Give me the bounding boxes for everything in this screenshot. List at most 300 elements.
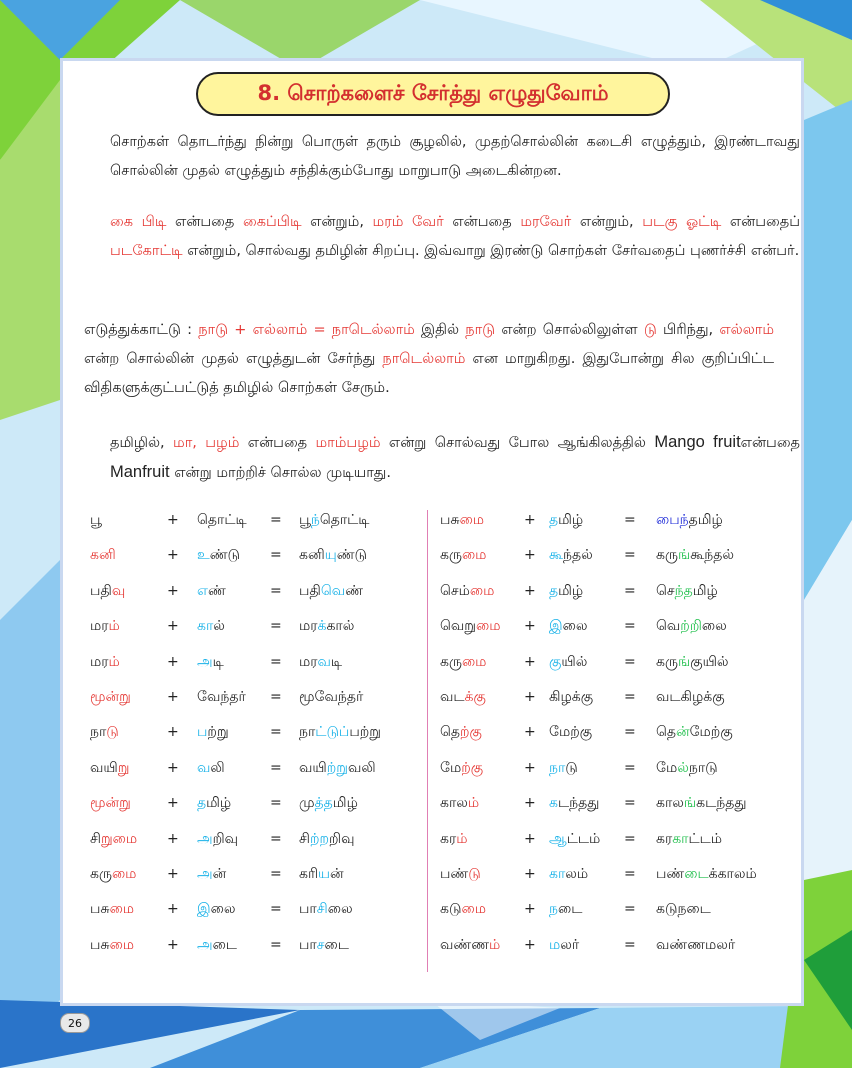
right-result-part: ங் <box>677 653 691 670</box>
equals-sign <box>624 760 636 776</box>
right-result-part: ங் <box>683 795 697 812</box>
left-result-part: தொட்டி <box>319 512 370 528</box>
right-result-part: ங் <box>677 547 691 564</box>
right-result-part: கடந்தது <box>696 795 747 812</box>
left-result <box>299 547 367 565</box>
equals-sign <box>270 689 282 705</box>
right-word1-part: மே <box>440 759 462 776</box>
equals-sign <box>624 866 636 882</box>
right-word1 <box>440 618 501 636</box>
left-result-part: வ <box>317 653 331 670</box>
intro-paragraph: சொற்கள் தொடர்ந்து நின்று பொருள் தரும் சூழலில், முதற்சொல்லின் கடைசி எழுத்தும், இரண்டாவது சொல்லின் முதல் எழுத்தும் சந்திக்கும்போது மாறுபாடு அடைகின்றன. <box>110 134 800 179</box>
equals-sign-part: = <box>624 689 636 705</box>
right-word1-part: மை <box>476 618 501 635</box>
left-word1 <box>90 866 136 884</box>
phrase: கை பிடி <box>110 214 167 230</box>
left-result-part: றிவு <box>329 830 355 847</box>
equals-sign <box>270 618 282 634</box>
left-word1-part: ம் <box>108 653 120 670</box>
right-result-part: கால <box>656 795 684 812</box>
english-comparison-paragraph <box>84 428 800 488</box>
right-word1-part: வட <box>440 689 465 705</box>
table-divider <box>427 510 428 972</box>
left-word2-part: ப <box>197 724 208 741</box>
example-explanation-paragraph <box>84 316 774 403</box>
equals-sign <box>270 795 282 811</box>
right-word2-part: மிழ் <box>558 582 584 599</box>
plus-sign-part: + <box>167 795 179 812</box>
plus-sign <box>167 547 179 563</box>
right-word2 <box>549 583 583 601</box>
left-word2-part: வேந்தர் <box>197 689 246 705</box>
right-word2-part: கா <box>549 866 566 882</box>
left-result-part: லை <box>327 901 353 918</box>
left-word2-part: அ <box>197 866 213 882</box>
right-word2 <box>549 724 592 742</box>
left-result-part: க் <box>317 618 327 635</box>
right-word2-part: லர் <box>560 936 580 953</box>
left-word2-part: லி <box>210 759 225 776</box>
right-result <box>656 831 722 849</box>
right-result-part: ற்றி <box>680 618 702 635</box>
equals-sign <box>624 689 636 705</box>
right-result-part: குயில் <box>690 653 729 670</box>
left-result <box>299 831 354 849</box>
left-word2-part: இ <box>197 901 211 918</box>
right-result <box>656 866 757 884</box>
right-result <box>656 654 729 672</box>
right-word2-part: மேற்கு <box>549 724 593 741</box>
left-result-part: பற்று <box>349 724 382 741</box>
plus-sign <box>167 901 179 917</box>
right-word2 <box>549 654 587 672</box>
plus-sign-part: + <box>167 582 179 599</box>
phrase: படகோட்டி <box>110 243 183 259</box>
left-word1 <box>90 795 131 813</box>
right-word1-part: கால <box>440 795 468 812</box>
equals-sign-part: = <box>270 547 282 564</box>
equals-sign <box>624 937 636 953</box>
left-result-part: மிழ் <box>332 795 358 812</box>
equals-sign-part: = <box>624 653 636 670</box>
plus-sign <box>167 760 179 776</box>
left-word2-part: ல் <box>213 618 225 635</box>
english-phrase: Manfruit <box>110 463 170 481</box>
right-word1-part: க்கு <box>464 689 486 705</box>
plus-sign-part: + <box>167 759 179 776</box>
right-word1-part: மை <box>461 547 487 564</box>
left-word2-part: கா <box>197 618 214 635</box>
right-word2-part: லை <box>562 618 588 635</box>
equals-sign <box>270 901 282 917</box>
right-result-part: லை <box>701 618 727 635</box>
equals-sign-part: = <box>624 795 636 812</box>
left-word1-part: வயி <box>90 759 118 776</box>
right-word1-part: பண் <box>440 866 469 882</box>
right-word2-part: ட்டம் <box>566 830 601 847</box>
text: பிரிந்து, <box>656 322 720 338</box>
equals-sign-part: = <box>270 512 282 528</box>
right-word1-part: ம் <box>456 830 468 847</box>
text: என்பதை <box>740 435 800 451</box>
left-word2-part: அ <box>197 936 213 953</box>
left-word2-part: லை <box>210 901 236 918</box>
left-word2-part: உ <box>197 547 210 564</box>
left-result <box>299 866 344 884</box>
right-result-part: வெ <box>656 618 681 635</box>
right-word1-part: மை <box>461 653 487 670</box>
left-result <box>299 901 353 919</box>
plus-sign-part: + <box>167 901 179 918</box>
left-word1-part: மூன்று <box>90 689 131 705</box>
left-word2-part: றிவு <box>212 830 239 847</box>
left-result-part: மர <box>299 653 318 670</box>
phrase: டு <box>643 322 657 338</box>
right-word1-part: மை <box>461 901 486 918</box>
right-word2-part: டு <box>565 759 578 776</box>
equals-sign <box>270 583 282 599</box>
phrase: மரவேர் <box>520 214 572 230</box>
right-result-part: கர <box>656 830 673 847</box>
left-result-part: வெ <box>320 582 346 599</box>
left-word1-part: மை <box>111 866 137 882</box>
plus-sign <box>524 866 536 882</box>
plus-sign-part: + <box>167 653 179 670</box>
right-result-part: ன் <box>676 724 690 741</box>
equals-sign-part: = <box>624 901 636 918</box>
text: என்று மாற்றிச் சொல்ல முடியாது. <box>169 465 391 481</box>
plus-sign <box>167 512 179 528</box>
equals-sign <box>270 654 282 670</box>
left-result-part: ய <box>318 866 331 882</box>
right-result-part: ல் <box>677 759 689 776</box>
plus-sign <box>167 583 179 599</box>
right-result-part: கரு <box>656 653 678 670</box>
right-word2 <box>549 901 582 919</box>
equals-sign-part: = <box>270 724 282 741</box>
left-result-part: பதி <box>299 582 321 599</box>
text: என்றும், சொல்வது தமிழின் சிறப்பு. இவ்வாறு இரண்டு சொற்கள் சேர்வதைப் புணர்ச்சி என்பர். <box>182 243 800 259</box>
equals-sign-part: = <box>624 618 636 635</box>
plus-sign-part: + <box>524 795 536 812</box>
left-word1-part: நா <box>90 724 107 741</box>
left-word1-part: பசு <box>90 936 110 953</box>
right-word1-part: கடு <box>440 901 462 918</box>
right-result-part: தமிழ் <box>688 512 723 528</box>
right-word2 <box>549 831 600 849</box>
lesson-title: 8. சொற்களைச் சேர்த்து எழுதுவோம் <box>196 72 670 116</box>
right-word2 <box>549 547 593 565</box>
right-result <box>656 583 718 601</box>
right-word2-part: நா <box>549 759 566 776</box>
left-word2 <box>197 866 226 884</box>
phrase: எல்லாம் <box>719 322 774 338</box>
equals-sign-part: = <box>270 901 282 918</box>
plus-sign-part: + <box>167 547 179 564</box>
right-word1 <box>440 689 486 707</box>
left-word2-part: வ <box>197 759 211 776</box>
left-word2 <box>197 937 237 955</box>
plus-sign-part: + <box>524 901 536 918</box>
plus-sign-part: + <box>524 724 536 741</box>
right-result-part: பைந் <box>656 512 689 528</box>
left-word2-part: ண்டு <box>209 547 241 564</box>
left-result <box>299 760 376 778</box>
left-result-part: கால் <box>326 618 355 635</box>
left-word2 <box>197 654 224 672</box>
equals-sign <box>624 547 636 563</box>
equals-sign-part: = <box>270 689 282 705</box>
phrase: கைப்பிடி <box>242 214 302 230</box>
left-result-part: சி <box>299 830 310 847</box>
plus-sign <box>524 654 536 670</box>
left-word2 <box>197 760 225 778</box>
equals-sign <box>270 512 282 528</box>
right-word1-part: ம் <box>467 795 480 812</box>
plus-sign-part: + <box>524 759 536 776</box>
left-word2-part: தொட்டி <box>197 512 247 528</box>
left-word2 <box>197 795 231 813</box>
right-result-part: பண் <box>656 866 685 882</box>
right-word2-part: டை <box>557 901 583 918</box>
left-word2-part: ன் <box>212 866 227 882</box>
right-word1-part: ற்கு <box>460 724 482 741</box>
text: என்பதை <box>166 214 243 230</box>
plus-sign-part: + <box>524 866 536 882</box>
left-word2 <box>197 547 240 565</box>
equals-sign-part: = <box>624 724 636 741</box>
left-word1-part: ம் <box>108 618 120 635</box>
right-word1-part: தெ <box>440 724 461 741</box>
right-word2-part: கிழக்கு <box>549 689 594 705</box>
left-word1 <box>90 547 116 565</box>
equals-sign <box>624 654 636 670</box>
plus-sign <box>167 618 179 634</box>
plus-sign-part: + <box>524 830 536 847</box>
plus-sign-part: + <box>524 547 536 564</box>
plus-sign-part: + <box>524 689 536 705</box>
left-result <box>299 724 381 742</box>
equals-sign <box>270 831 282 847</box>
left-result <box>299 583 363 601</box>
text: என்று சொல்வது போல ஆங்கிலத்தில் <box>380 435 655 451</box>
right-word2-part: ந <box>549 901 558 918</box>
text: என்ற சொல்லிலுள்ள <box>495 322 644 338</box>
right-word1 <box>440 547 486 565</box>
right-result-part: கூந்தல் <box>690 547 734 564</box>
left-result-part: பூ <box>299 512 311 528</box>
plus-sign <box>524 937 536 953</box>
equals-sign <box>624 724 636 740</box>
right-word2-part: ந்தல் <box>563 547 593 564</box>
right-word1 <box>440 937 500 955</box>
plus-sign-part: + <box>167 618 179 635</box>
plus-sign <box>167 866 179 882</box>
left-result <box>299 937 349 955</box>
left-word1-part: பூ <box>90 512 102 528</box>
left-word2-part: ண் <box>207 582 226 599</box>
left-word1-part: கரு <box>90 866 112 882</box>
right-word2-part: த <box>549 582 559 599</box>
left-word2-part: டை <box>212 936 237 953</box>
left-word2-part: அ <box>197 653 213 670</box>
right-word2-part: லம் <box>565 866 589 882</box>
left-result-part: மூவேந்தர் <box>299 689 364 705</box>
right-word1-part: கரு <box>440 653 462 670</box>
right-word2-part: டந்தது <box>557 795 600 812</box>
left-word1-part: மர <box>90 653 109 670</box>
right-word1-part: செம் <box>440 582 470 599</box>
right-word1 <box>440 512 484 530</box>
right-word1-part: ற்கு <box>461 759 484 776</box>
left-word2-part: மிழ் <box>206 795 232 812</box>
equals-sign <box>624 618 636 634</box>
right-word2-part: இ <box>549 618 563 635</box>
phrase: நாடு + எல்லாம் = நாடெல்லாம் <box>198 322 415 338</box>
right-word2-part: கு <box>549 653 562 670</box>
plus-sign-part: + <box>167 689 179 705</box>
left-result-part: ற்று <box>326 759 349 776</box>
phrase: மரம் வேர் <box>372 214 444 230</box>
right-result-part: நாடு <box>688 759 718 776</box>
plus-sign <box>167 831 179 847</box>
left-word2 <box>197 901 236 919</box>
equals-sign <box>624 831 636 847</box>
content-panel <box>60 58 804 1006</box>
left-word1-part: டு <box>106 724 119 741</box>
right-result-part: செ <box>656 582 675 599</box>
phrase: மாம்பழம் <box>315 435 381 451</box>
left-word1 <box>90 583 125 601</box>
plus-sign-part: + <box>524 653 536 670</box>
left-word1 <box>90 724 119 742</box>
equals-sign-part: = <box>624 936 636 953</box>
left-word2 <box>197 689 246 707</box>
right-result-part: மேற்கு <box>689 724 733 741</box>
right-word1-part: மை <box>469 582 495 599</box>
right-result-part: க்காலம் <box>708 866 757 882</box>
right-result-part: வண்ணமலர் <box>656 936 736 953</box>
text: தமிழில், <box>110 435 174 451</box>
plus-sign <box>167 724 179 740</box>
left-word1-part: றுமை <box>100 830 138 847</box>
right-word1 <box>440 583 494 601</box>
equals-sign-part: = <box>624 512 636 528</box>
left-result-part: சி <box>316 901 328 918</box>
right-word1 <box>440 866 481 884</box>
right-word2-part: யில் <box>561 653 588 670</box>
left-result-part: த்த <box>314 795 333 812</box>
plus-sign-part: + <box>167 936 179 953</box>
right-word1 <box>440 760 483 778</box>
left-result-part: வலி <box>348 759 376 776</box>
left-word2 <box>197 512 247 530</box>
plus-sign-part: + <box>524 936 536 953</box>
left-word1-part: மை <box>109 936 135 953</box>
plus-sign-part: + <box>524 618 536 635</box>
left-word1 <box>90 937 134 955</box>
right-word1 <box>440 795 479 813</box>
left-result-part: ச <box>316 936 325 953</box>
left-result <box>299 689 363 707</box>
left-word1 <box>90 689 131 707</box>
equals-sign <box>270 937 282 953</box>
english-phrase: Mango fruit <box>654 433 741 451</box>
left-result-part: ன் <box>330 866 344 882</box>
left-word2-part: டி <box>212 653 224 670</box>
plus-sign <box>524 618 536 634</box>
left-result <box>299 654 342 672</box>
right-word2 <box>549 760 578 778</box>
equals-sign-part: = <box>270 936 282 953</box>
plus-sign <box>167 654 179 670</box>
plus-sign <box>167 937 179 953</box>
right-word1-part: கர <box>440 830 457 847</box>
right-result <box>656 724 733 742</box>
right-result <box>656 618 727 636</box>
text: என்பதைப் <box>721 214 800 230</box>
left-word2 <box>197 583 226 601</box>
right-word1 <box>440 901 486 919</box>
left-word1-part: று <box>117 759 130 776</box>
equals-sign <box>270 866 282 882</box>
right-result <box>656 760 718 778</box>
right-word1 <box>440 831 467 849</box>
equals-sign-part: = <box>624 866 636 882</box>
plus-sign <box>524 795 536 811</box>
left-result-part: பா <box>299 901 317 918</box>
left-result-part: ற்ற <box>309 830 330 847</box>
equals-sign <box>270 547 282 563</box>
plus-sign <box>524 512 536 528</box>
equals-sign-part: = <box>270 830 282 847</box>
equals-sign <box>624 512 636 528</box>
equals-sign-part: = <box>270 795 282 812</box>
examples-paragraph <box>84 208 800 266</box>
equals-sign <box>624 583 636 599</box>
text: என்றும், <box>301 214 373 230</box>
left-word1 <box>90 654 120 672</box>
left-word2-part: த <box>197 795 207 812</box>
equals-sign-part: = <box>270 759 282 776</box>
right-word2 <box>549 937 579 955</box>
plus-sign <box>524 831 536 847</box>
right-word2 <box>549 618 588 636</box>
right-word2 <box>549 512 583 530</box>
left-word2-part: ற்று <box>207 724 229 741</box>
right-word1 <box>440 724 482 742</box>
right-word2 <box>549 866 588 884</box>
left-word1-part: மூன்று <box>90 795 131 812</box>
plus-sign-part: + <box>524 512 536 528</box>
left-result-part: கனி <box>299 547 325 564</box>
right-word2-part: ம <box>549 936 561 953</box>
right-result-part: வடகிழக்கு <box>656 689 725 705</box>
left-word1 <box>90 831 137 849</box>
right-word2-part: த <box>549 512 559 528</box>
plus-sign <box>524 901 536 917</box>
plus-sign <box>524 583 536 599</box>
right-result-part: ந்த <box>674 582 693 599</box>
plus-sign-part: + <box>167 724 179 741</box>
right-word2-part: கூ <box>549 547 564 564</box>
plus-sign-part: + <box>524 582 536 599</box>
left-word2-part: எ <box>197 582 208 599</box>
left-result-part: மர <box>299 618 318 635</box>
plus-sign-part: + <box>167 866 179 882</box>
right-result-part: மிழ் <box>692 582 718 599</box>
plus-sign <box>524 547 536 563</box>
